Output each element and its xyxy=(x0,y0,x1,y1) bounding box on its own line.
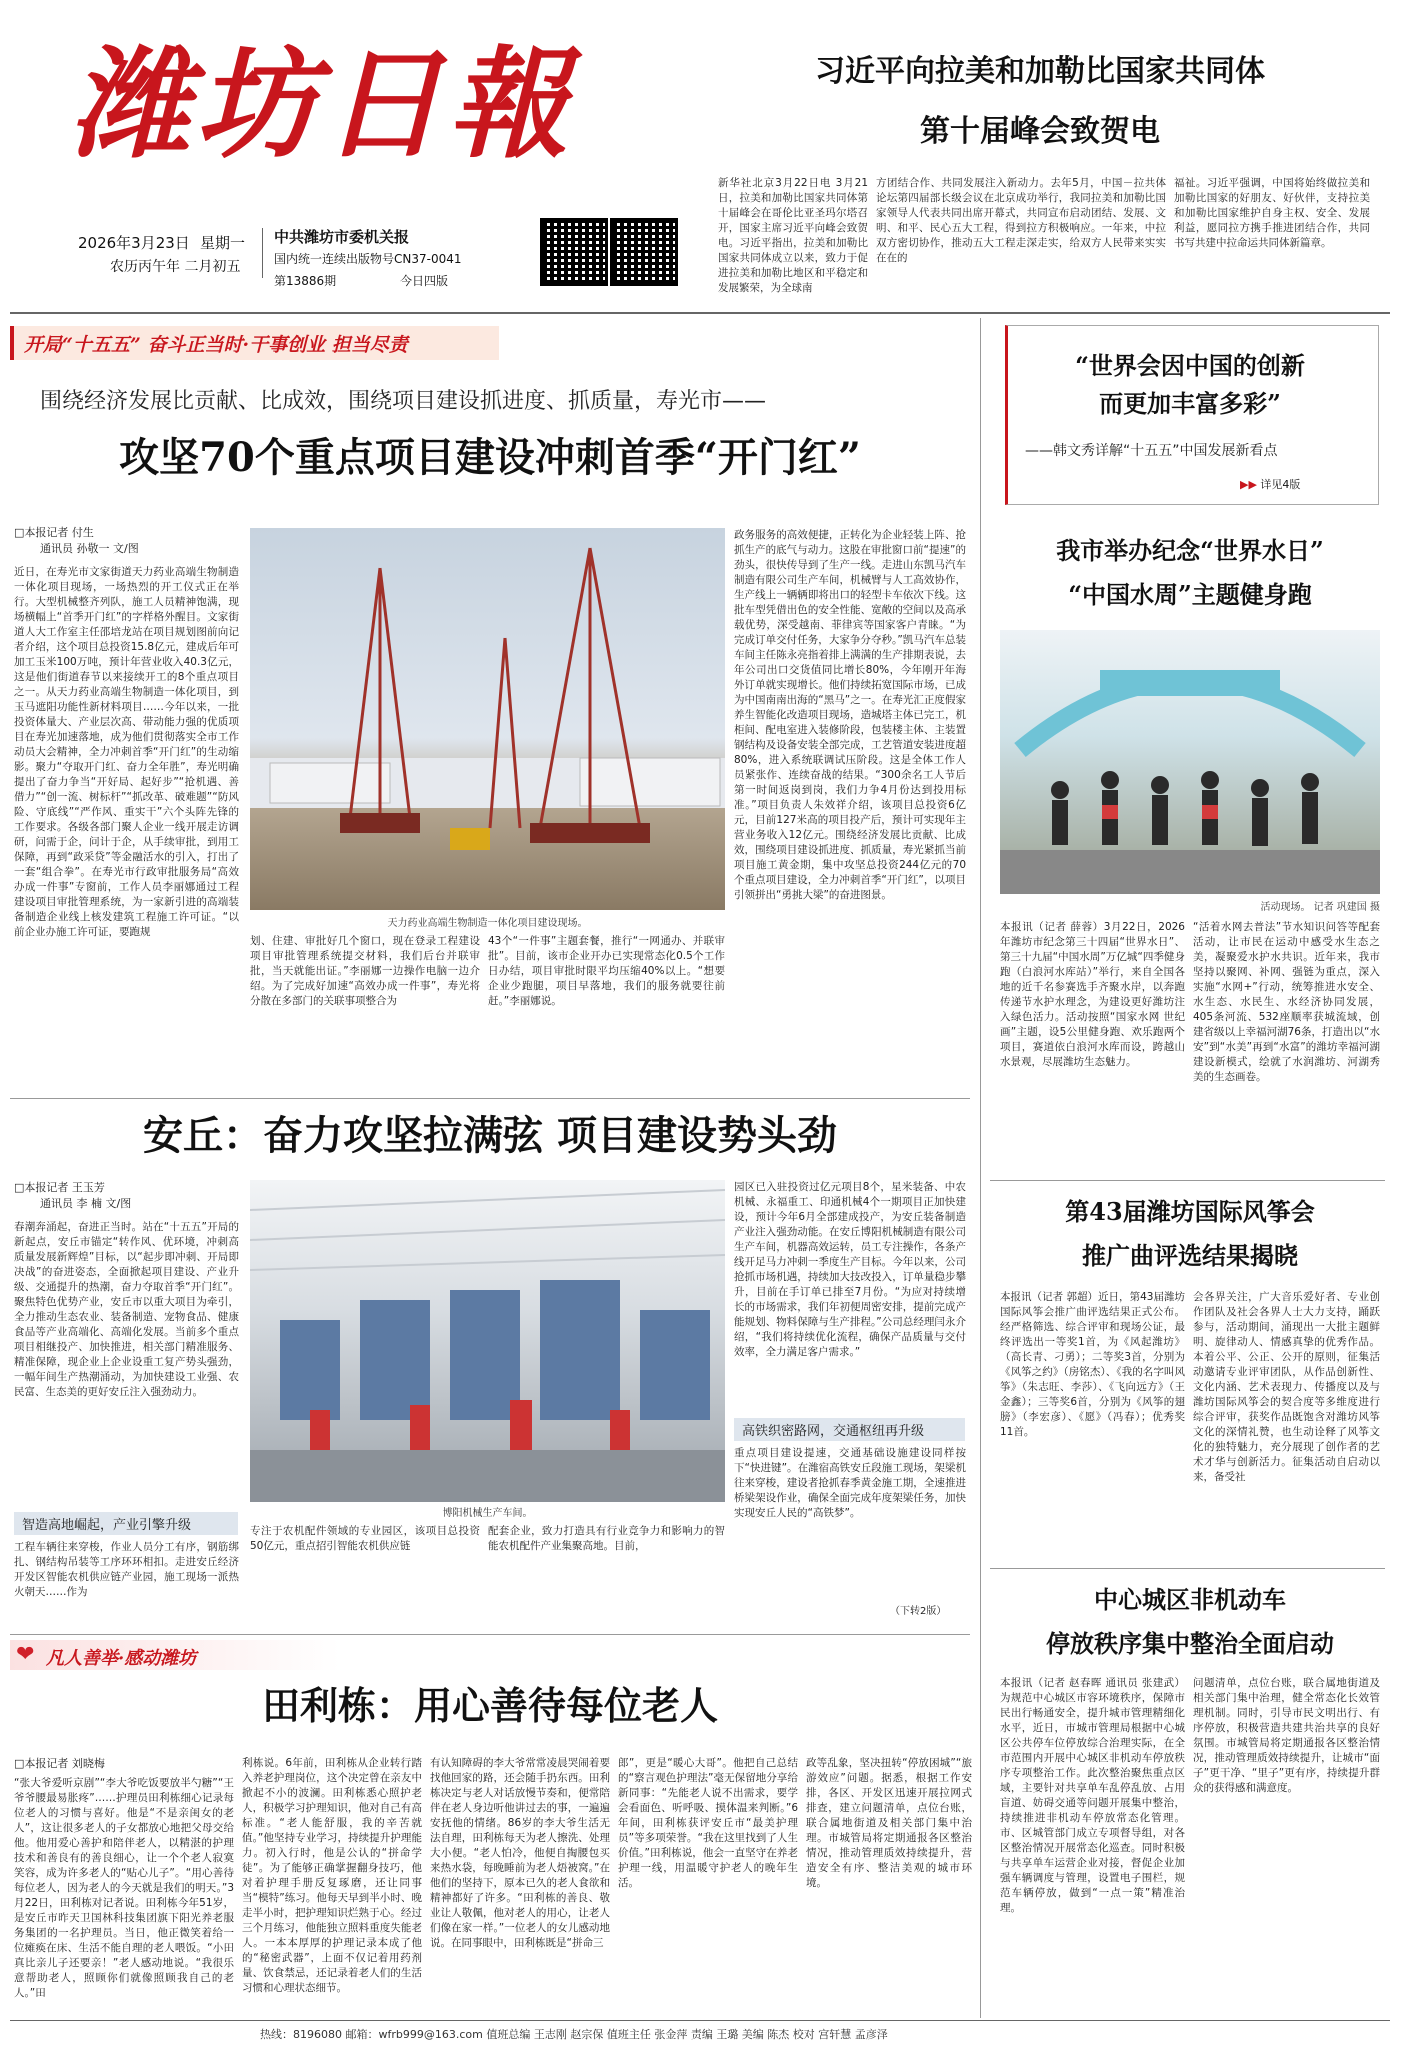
side1-see-more-text: 详见4版 xyxy=(1260,478,1301,491)
story3-byline: □本报记者 刘晓梅 xyxy=(14,1757,105,1770)
side4-title-1: 中心城区非机动车 xyxy=(1094,1585,1286,1614)
story1-kicker: 围绕经济发展比贡献、比成效，围绕项目建设抓进度、抓质量，寿光市—— xyxy=(40,389,767,414)
story2-col-2b: 专注于农机配件领域的专业园区，该项目总投资50亿元，重点招引智能农机供应链 xyxy=(250,1525,480,1552)
side1-subtitle: ——韩文秀详解“十五五”中国发展新看点 xyxy=(1025,443,1278,459)
running-event-photo xyxy=(1000,630,1380,894)
side3-title-2: 推广曲评选结果揭晓 xyxy=(1082,1241,1298,1270)
construction-photo xyxy=(250,528,725,910)
heart-icon: ❤ xyxy=(16,1642,35,1667)
story2-col-1: 春潮奔涌起，奋进正当时。站在“十五五”开局的新起点，安丘市锚定“转作风、优环境，冲刺高质量发展新辉煌”目标，以“起步即冲刺、开局即决战”的奋进姿态，全面掀起项目建设、产业升级、交通提升的热潮，奋力夺取首季“开门红”。聚焦特色优势产业，安丘市以重大项目为牵引，全力推动生态农业、装备制造、宠物食品、健康食品等产业高端化、高端化发展。当前多个重点项目相继投产、加快推进，相关部门精准服务、精准保障，现企业上企业设重工复产势头强劲，一幅年间生产热潮涌动，为加快建设工业强、农民富、生态美的更好安丘注入强劲动力。 xyxy=(14,1221,239,1398)
story1-col-2: 划、住建、审批好几个窗口，现在登录工程建设项目审批管理系统提交材料，我们后台并联审批，当天就能出证。”李丽娜一边操作电脑一边介绍。为了完成好加速“高效办成一件事”，寿光将分散在多部门的关联事项整合为 xyxy=(250,935,480,1007)
story2-col-3b: 配套企业，致力打造具有行业竞争力和影响力的智能农机配件产业集聚高地。目前， xyxy=(488,1525,725,1552)
side4-col-2: 问题清单，点位台账，联合属地街道及相关部门集中治理，健全常态化长效管理机制。同时，引导市民文明出行、有序停放，积极营造共建共治共享的良好氛围。市城管局将定期通报各区整治情况，推动管理质效持续提升，让城市“面子”更干净、“里子”更有序，持续提升群众的获得感和满意度。 xyxy=(1193,1677,1380,1794)
side4-title-2: 停放秩序集中整治全面启动 xyxy=(1046,1629,1334,1658)
column-divider xyxy=(980,318,981,2018)
masthead-date: 2026年3月23日 xyxy=(78,234,190,252)
masthead-title: 潍坊日報 xyxy=(70,34,574,175)
lead-headline-1: 习近平向拉美和加勒比国家共同体 xyxy=(815,54,1265,89)
story1-headline: 攻坚70个重点项目建设冲刺首季“开门红” xyxy=(119,434,861,481)
banner-good-deeds xyxy=(10,1640,340,1670)
triangle-right-icon: ▶▶ xyxy=(1240,478,1257,491)
side2-title-2: “中国水周”主题健身跑 xyxy=(1068,580,1312,609)
banner-campaign-text: 开局“十五五” 奋斗正当时·干事创业 担当尽责 xyxy=(24,334,408,356)
side3-title-1: 第43届潍坊国际风筝会 xyxy=(1065,1197,1315,1226)
masthead-cn: 国内统一连续出版物号CN37-0041 xyxy=(274,252,462,266)
side2-col-2: “活着水网去普法”节水知识问答等配套活动，让市民在运动中感受水生态之美，凝聚爱水护水共识。近年来，我市坚持以聚网、补网、强链为重点，深入实施“水网+”行动，统筹推进水安全、水生态、水民生、水经济协同发展，405条河流、532座顺率获城流域，创建省级以上幸福河湖76条，打造出以“水安”到“水美”再到“水富”的潍坊幸福河湖建设新模式，绘就了水润潍坊、河湖秀美的生态画卷。 xyxy=(1193,921,1380,1083)
side2-title-1: 我市举办纪念“世界水日” xyxy=(1056,536,1324,565)
story1-col-3: 43个“一件事”主题套餐，推行“一网通办、并联审批”。目前，该市企业开办已实现常态化0.5个工作日办结，项目审批时限平均压缩40%以上。“想要企业少跑腿，项目早落地，我们的服务就要往前赶。”李丽娜说。 xyxy=(488,935,725,1007)
story2-subhead-2: 高铁织密路网，交通枢纽再升级 xyxy=(734,1418,965,1441)
factory-photo xyxy=(250,1180,725,1502)
story1-byline-1: □本报记者 付生 xyxy=(14,526,94,539)
story2-col-1b: 工程车辆往来穿梭，作业人员分工有序，钢筋绑扎、钢结构吊装等工序环环相扣。走进安丘经济开发区智能农机供应链产业园，施工现场一派热火朝天……作为 xyxy=(14,1541,239,1598)
story2-byline-1: □本报记者 王玉芳 xyxy=(14,1181,105,1194)
story3-col-4: 郎”，更是“暖心大哥”。他把自己总结的“察言观色护理法”毫无保留地分享给新同事：“先能老人说不出需求，要学会看面色、听呼吸、摸体温来判断。”6年间，田利栋获评安丘市“最美护理员”等多项荣誉。“我在这里找到了人生价值。”田利栋说，他会一直坚守在养老护理一线，用温暖守护老人的晚年生活。 xyxy=(618,1757,798,1889)
side3-col-2: 会各界关注，广大音乐爱好者、专业创作团队及社会各界人士大力支持，踊跃参与，活动期间，涌现出一大批主题鲜明、旋律动人、情感真挚的优秀作品。本着公平、公正、公开的原则，征集活动邀请专业评审团队，从作品创新性、文化内涵、艺术表现力、传播度以及与潍坊国际风筝会的契合度等多维度进行综合评审，获奖作品既饱含对潍坊风筝文化的深情礼赞，也生动诠释了风筝文化的独特魅力，充分展现了创作者的艺术才华与创新活力。征集活动自启动以来，备受社 xyxy=(1193,1291,1380,1483)
side4-col-1: 本报讯（记者 赵春晖 通讯员 张建武）为规范中心城区市容环境秩序，保障市民出行畅通安全，提升城市管理精细化水平，近日，市城市管理局根据中心城区公共停车位停放综合治理实际，在全市范围内开展中心城区非机动车停放秩序专项整治工作。此次整治聚焦重点区域，主要针对共享单车乱停乱放、占用盲道、妨碍交通等问题开展集中整治，持续推进非机动车停放常态化管理。市、区城管部门成立专项督导组，对各区整治情况开展常态化巡查。同时积极与共享单车运营企业对接，督促企业加强车辆调度与管理，设置电子围栏，规范车辆停放，做到“一点一策”精准治理。 xyxy=(1000,1677,1185,1914)
lead-col-2: 方团结合作、共同发展注入新动力。去年5月，中国－拉共体论坛第四届部长级会议在北京成功举行，我同拉美和加勒比国家领导人代表共同出席开幕式，共同宣布启动团结、发展、文明、和平、民心五大工程，得到拉方积极响应。一年来，中拉双方密切协作，推动五大工程走深走实，给双方人民带来实实在在的 xyxy=(876,177,1166,264)
footer-credits: 热线：8196080 邮箱：wfrb999@163.com 值班总编 王志刚 赵宗保 值班主任 张金萍 责编 王璐 美编 陈杰 校对 宫轩慧 孟彦泽 xyxy=(260,2028,888,2041)
lead-headline-2: 第十届峰会致贺电 xyxy=(920,114,1160,149)
banner-good-deeds-text: 凡人善举·感动潍坊 xyxy=(46,1648,197,1669)
story2-continued: （下转2版） xyxy=(890,1606,947,1617)
story3-col-2: 利栋说。6年前，田利栋从企业转行踏入养老护理岗位，这个决定曾在亲友中掀起不小的波澜。田利栋悉心照护老人，积极学习护理知识，他对自己有高标准。“老人能舒服，我的辛苦就值。”他坚持专业学习，持续提升护理能力。初入行时，他是公认的“拼命学徒”。为了能够正确掌握翻身技巧，他对着护理手册反复琢磨，还让同事当“模特”练习。他每天早到半小时、晚走半小时，把护理知识烂熟于心。经过三个月练习，他能独立照料重度失能老人。一本本厚厚的护理记录本成了他的“秘密武器”，上面不仅记着用药剂量、饮食禁忌，还记录着老人们的生活习惯和心理状态细节。 xyxy=(242,1757,422,1994)
side2-col-1: 本报讯（记者 薛蓉）3月22日，2026年潍坊市纪念第三十四届“世界水日”、第三十九届“中国水周”万亿城“四季健身跑（白浪河水库站）”举行，来自全国各地的近千名参赛选手齐聚水岸，以奔跑传递节水护水理念，为建设更好潍坊注入绿色活力。活动按照“国家水网 世纪画”主题，设5公里健身跑、欢乐跑两个项目，赛道依白浪河水库而设，跨越山水景观，尽展潍坊生态魅力。 xyxy=(1000,921,1185,1068)
masthead-issue: 第13886期 xyxy=(274,274,337,288)
story1-col-1: 近日，在寿光市文家街道天力药业高端生物制造一体化项目现场，一场热烈的开工仪式正在举行。大型机械整齐列队，施工人员精神饱满，现场横幅上“首季开门红”的字样格外醒目。文家街道人大工作室主任邵培龙站在项目规划图前向记者介绍，这个项目总投资15.8亿元，建成后年可加工玉米100万吨，预计年营业收入40.3亿元，这是他们街道春节以来接续开工的8个重点项目之一。从天力药业高端生物制造一体化项目，到玉马遮阳功能性新材料项目……今年以来，一批投资体量大、产业层次高、带动能力强的优质项目在寿光加速落地，成为他们贯彻落实全市工作动员大会精神，全力冲刺首季“开门红”的生动缩影。聚力“夺取开门红、奋力全年胜”，寿光明确提出了奋力争当“开好局、起好步”“抢机遇、善借力”“创一流、树标杆”“抓改革、破难题”“防风险、守底线”“严作风、重实干”六个头阵先锋的工作要求。各级各部门聚人企业一线开展走访调研，问需于企，问计于企，从手续审批，到用工保障，再到“政采贷”等金融活水的引入，打出了一套“组合拳”。在寿光市行政审批服务局“高效办成一件事”专窗前，工作人员李丽娜通过工程建设项目审批管理系统，为一家新引进的高端装备制造企业线上核发建筑工程施工许可证。“以前企业办施工许可证，要跑规 xyxy=(14,566,239,938)
masthead-weekday: 星期一 xyxy=(200,234,246,252)
story1-col-4: 政务服务的高效便捷，正转化为企业轻装上阵、抢抓生产的底气与动力。这股在审批窗口前“提速”的劲头，很快传导到了生产一线。走进山东凯马汽车制造有限公司生产车间，机械臂与人工高效协作，生产线上一辆辆即将出口的轻型卡车依次下线。这批车型凭借出色的安全性能、宽敞的空间以及高承载优势，深受越南、菲律宾等国家客户青睐。“为完成订单交付任务，大家争分夺秒。”凯马汽车总装车间主任陈永亮指着排上满满的生产排期表说，去年公司出口交货值同比增长80%，今年刚开年海外订单就实现增长。他们持续拓宽国际市场，已成为中国南南出海的“黑马”之一。在寿光汇正度假家养生智能化改造项目现场，造城塔主体已完工，机柜间、配电室进入装修阶段，包装楼主体、主装置钢结构及设备安装全部完成，工艺管道安装进度超80%，进入系统联调试压阶段。这是全体工作人员紧张作、连续奋战的结果。“300余名工人节后第一时间返岗到岗，我们力争4月份达到投用标准。”项目负责人朱效祥介绍，该项目总投资6亿元，目前127米高的项目投产后，预计可实现年主营业务收入12亿元。围绕经济发展比贡献、比成效，围绕项目建设抓进度、抓质量，寿光紧抓当前项目施工黄金期，集中攻坚总投资244亿元的70个重点项目建设，全力冲刺首季“开门红”，以项目引领拼出“勇挑大梁”的奋进图景。 xyxy=(734,529,966,901)
story2-col-4b: 重点项目建设提速，交通基础设施建设同样按下“快进键”。在潍宿高铁安丘段施工现场，架梁机往来穿梭，建设者抢抓春季黄金施工期，全速推进桥梁架设作业，确保全面完成年度架梁任务，加快实现安丘人民的“高铁梦”。 xyxy=(734,1447,966,1519)
masthead-publisher: 中共潍坊市委机关报 xyxy=(274,228,410,246)
side1-title-1: “世界会因中国的创新 xyxy=(1075,351,1305,380)
qr-code-icon xyxy=(610,218,678,286)
running-caption: 活动现场。 记者 巩建国 摄 xyxy=(1260,902,1380,913)
side3-col-1: 本报讯（记者 郭超）近日，第43届潍坊国际风筝会推广曲评选结果正式公布。经严格筛选、综合评审和现场公证，最终评选出一等奖1首，为《风起潍坊》（高长青、刁勇）；二等奖3首，分别为《风筝之约》（房铭杰）、《我的名字叫风筝》（朱志旺、李莎）、《飞向远方》（王金鑫）；三等奖6首，分别为《风筝的翅膀》（李宏彦）、《愿》（冯春）；优秀奖11首。 xyxy=(1000,1291,1185,1438)
masthead-lunar: 农历丙午年 二月初五 xyxy=(110,259,241,275)
factory-caption: 博阳机械生产车间。 xyxy=(442,1508,533,1519)
qr-code-icon xyxy=(540,218,608,286)
construction-caption: 天力药业高端生物制造一体化项目建设现场。 xyxy=(387,918,588,929)
story3-col-3: 有认知障碍的李大爷常常凌晨哭闹着要找他回家的路，还会随手扔东西。田利栋决定与老人对话放慢节奏和，便常陪伴在老人身边听他讲过去的事，一遍遍安抚他的情绪。86岁的李大爷生活无法自理，田利栋每天为老人擦洗、处理大小便。“老人怕冷，他便自掏腰包买来热水袋，每晚睡前为老人焐被窝。”在他们的坚持下，原本已久的老人食欲和精神都好了许多。“田利栋的善良、敬业让人敬佩，他对老人的用心，让老人们像在家一样。”一位老人的女儿感动地说。在同事眼中，田利栋既是“拼命三 xyxy=(430,1757,610,1949)
lead-col-3: 福祉。习近平强调，中国将始终做拉美和加勒比国家的好朋友、好伙伴，支持拉美和加勒比国家维护自身主权、安全、发展利益，愿同拉方携手推进团结合作，共同书写共建中拉命运共同体新篇章。 xyxy=(1174,177,1370,249)
side1-title-2: 而更加丰富多彩” xyxy=(1099,389,1281,418)
story2-headline: 安丘：奋力攻坚拉满弦 项目建设势头劲 xyxy=(143,1112,837,1159)
story2-subhead-1: 智造高地崛起，产业引擎升级 xyxy=(14,1512,238,1535)
banner-campaign xyxy=(10,326,499,360)
story2-col-4: 园区已入驻投资过亿元项目8个，星米装备、中农机械、永福重工、印通机械4个一期项目正加快建设，预计今年6月全部建成投产，为安丘装备制造产业注入强劲动能。在安丘博阳机械制造有限公司生产车间，机器高效运转，员工专注操作，各条产线开足马力冲刺一季度生产目标。今年以来，公司抢抓市场机遇，持续加大技改投入，订单量稳步攀升，目前在手订单已排至7月份。“为应对持续增长的市场需求，我们年初便周密安排，提前完成产能规划、物料保障与生产排程。”公司总经理闫永介绍，“我们将持续优化流程，确保产品质量与交付效率，全力满足客户需求。” xyxy=(734,1181,966,1358)
story3-headline: 田利栋：用心善待每位老人 xyxy=(261,1683,718,1728)
story2-byline-2: 通讯员 李 楠 文/图 xyxy=(40,1197,132,1210)
story3-col-5: 政等乱象，坚决扭转“停放困城”“旅游效应”问题。据悉，根据工作安排，各区、开发区迅速开展拉网式排查，建立问题清单，点位台账，联合属地街道及相关部门集中治理。市城管局将定期通报各区整治情况，推动管理质效持续提升，营造安全有序、整洁美观的城市环境。 xyxy=(806,1757,972,1889)
story3-col-1: “张大爷爱听京剧”“李大爷吃饭要放半勺糖”“王爷爷腰最易胀疼”……护理员田利栋细心记录每位老人的习惯与喜好。他是“不是亲闺女的老人”，这让很多老人的子女都放心地把父母交给他。他用爱心善护和陪伴老人，以精湛的护理技术和善良有的善良细心，让一个个老人寂寞笑容，成为许多老人的“贴心儿子”。“用心善待每位老人，因为老人的今天就是我们的明天。”3月22日，田利栋对记者说。田利栋今年51岁，是安丘市昨天卫国林科技集团旗下阳光养老服务集团的一名护理员。当日，他正微笑着给一位瘫痪在床、生活不能自理的老人喂饭。“小田真比亲儿子还要亲！”老人感动地说。“我很乐意帮助老人，照顾你们就像照顾我自己的老人。”田 xyxy=(14,1777,234,1999)
lead-col-1: 新华社北京3月22日电 3月21日，拉美和加勒比国家共同体第十届峰会在哥伦比亚圣玛尔塔召开，国家主席习近平向峰会致贺电。习近平指出，拉美和加勒比国家共同体成立以来，致力于促进拉美和加勒比地区和平稳定和发展繁荣，为全球南 xyxy=(718,177,868,294)
story1-byline-2: 通讯员 孙敬一 文/图 xyxy=(40,542,139,555)
side1-see-more-link[interactable] xyxy=(1240,476,1300,492)
masthead-pages: 今日四版 xyxy=(400,274,449,288)
